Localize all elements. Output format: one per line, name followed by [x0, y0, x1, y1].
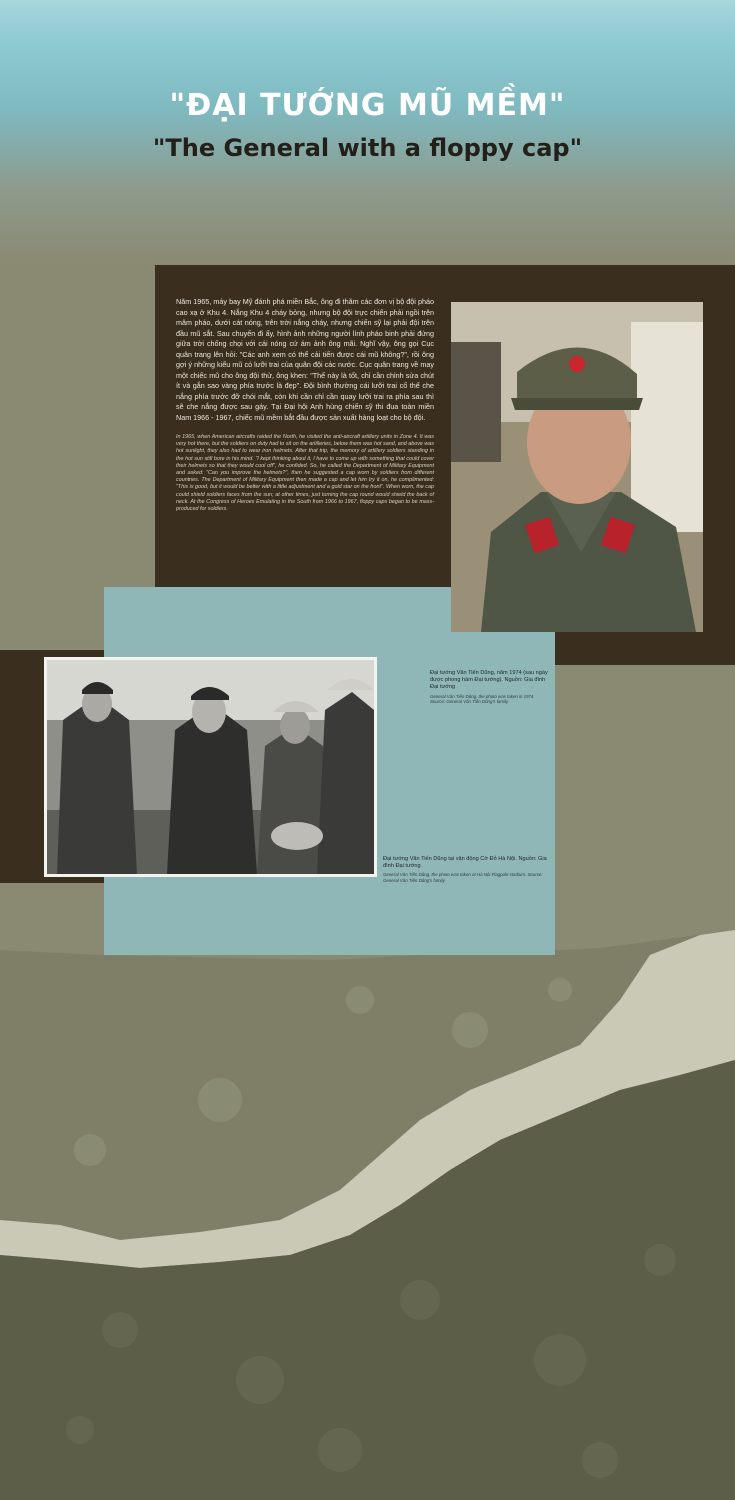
caption-portrait: [430, 670, 550, 705]
caption-group: [383, 856, 549, 884]
group-photo: [44, 657, 377, 877]
caption-group-vn: Đại tướng Văn Tiến Dũng tại vận động Cờ Đỏ Hà Nội. Nguồn: Gia đình Đại tướng: [383, 856, 547, 870]
title-vietnamese: "ĐẠI TƯỚNG MŨ MỀM": [169, 88, 566, 123]
portrait-photo: [451, 302, 703, 632]
body-text-vietnamese: Năm 1965, máy bay Mỹ đánh phá miền Bắc, ông đi thăm các đơn vị bộ đội pháo cao xạ ở Khu 4. Nắng Khu 4 cháy bỏng, nhưng bộ đội trực chiến phải ngồi trên mâm pháo, dưới cát nóng, trên trời nắng cháy, nhưng chiến sỹ lại phải đội trên đầu mũ sắt. Sau chuyến đi ấy, hình ảnh những người lính pháo binh phải đứng giữa trời chống chọi với cái nóng cứ ám ảnh ông mãi. Nghĩ vậy, ông gọi Cục quân trang lên hỏi: "Các anh xem có thể cải tiến được cái mũ không?", rồi ông gợi ý những kiểu mũ có lưỡi trai của quân đội các nước. Cục quân trang về may một chiếc mũ cho ông đội thử, ông khen: "Thế này là tốt, chỉ cần chỉnh sửa chút ít và gắn sao vàng phía trước là đẹp". Đội bình thường cái lưỡi trai cố thể che nắng phía trước đỡ chói mắt, còn khi cần chỉ cần quay lưỡi trai ra phía sau thì sẽ che nắng được sau gáy. Tại Đại hội Anh hùng chiến sỹ thi đua toàn miền Nam 1966 - 1967, chiếc mũ mềm bắt đầu được sản xuất hàng loạt cho bộ đội.: [176, 297, 434, 422]
caption-portrait-en: General Văn Tiến Dũng, the photo was taken in 1974. Source: General Văn Tiến Dũng's family: [430, 693, 535, 705]
caption-group-en: General Văn Tiến Dũng, the photo was taken at Hà Nội Flagpole stadium. Source: General Văn Tiến Dũng's family: [383, 872, 543, 883]
body-text-english: In 1965, when American aircrafts raided the North, he visited the anti-aircraft artillery units in Zone 4. It was very hot there, but the soldiers on duty had to sit on the artilleries, below them was hot sand, and above was hot sunlight, they also had to wear iron helmets. After that trip, the memory of artillery soldiers standing in the hot sun still bore in his mind. "I kept thinking about it, I have to come up with something that could cover their helmets so that they would cool off", he confided. So, he called the Department of Military Equipment and asked: "Can you improve the helmets?", then he suggested a cap worn by soldiers from different countries. The Department of Military Equipment then made a cap and let him try it on, he complimented: "This is good, but it would be better with a little adjustment and a gold star on the front". When worn, the cap could shield soldiers faces from the sun; at other times, just turning the cap round would shield the back of neck. At the Congress of Heroes Emulating in the South from 1966 to 1967, floppy caps began to be mass-produced for soldiers.: [176, 434, 434, 513]
title-english: "The General with a floppy cap": [152, 134, 583, 162]
caption-portrait-vn: Đại tướng Văn Tiến Dũng, năm 1974 (sau ngày được phong hàm Đại tướng). Nguồn: Gia đình Đại tướng: [430, 670, 548, 691]
